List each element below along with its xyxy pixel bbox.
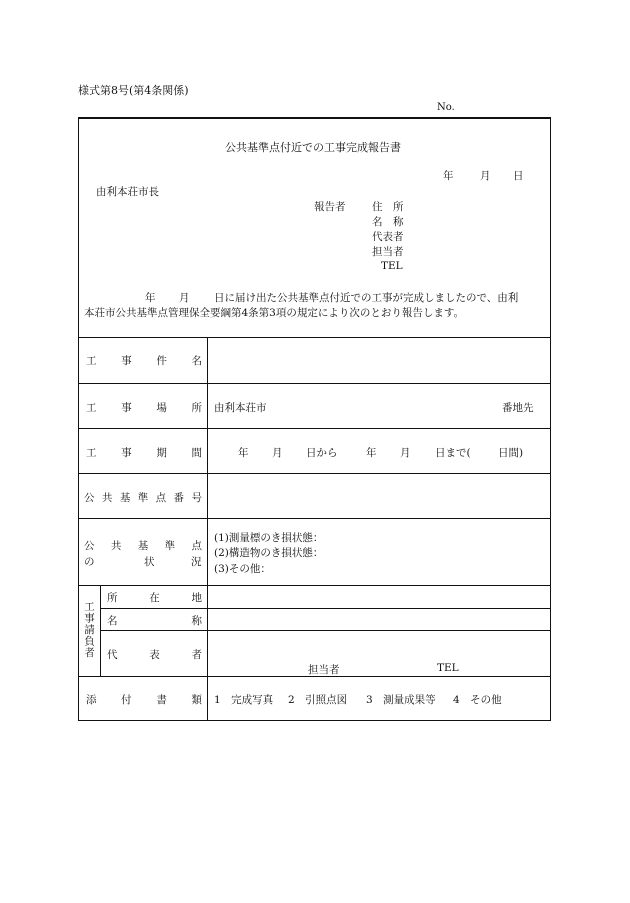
date-month: 月 bbox=[480, 170, 491, 182]
period-start-month: 月 bbox=[272, 447, 283, 459]
reporter-representative-label: 代表者 bbox=[372, 231, 404, 243]
no-label: No. bbox=[437, 102, 455, 113]
work-place-label: 工 事 場 所 bbox=[86, 402, 202, 414]
point-status-label-kyou: 況 bbox=[191, 556, 202, 568]
addressee: 由利本荘市長 bbox=[96, 186, 159, 198]
work-place-suffix: 番地先 bbox=[502, 402, 534, 414]
attachment-item-4: 4 その他 bbox=[453, 694, 502, 706]
period-days: 日間) bbox=[498, 447, 524, 459]
date-day: 日 bbox=[513, 170, 524, 182]
attachments-label: 添 付 書 類 bbox=[86, 694, 202, 706]
period-start-year: 年 bbox=[238, 447, 249, 459]
statement-line2: 本荘市公共基準点管理保全要綱第4条第3項の規定により次のとおり報告します。 bbox=[84, 307, 465, 319]
point-status-label-jou: 状 bbox=[144, 556, 155, 568]
date-year: 年 bbox=[443, 170, 454, 182]
statement-month: 月 bbox=[179, 292, 190, 304]
period-end-year: 年 bbox=[366, 447, 377, 459]
reporter-person-label: 担当者 bbox=[372, 246, 404, 258]
statement-line1: 日に届け出た公共基準点付近での工事が完成しましたので、由利 bbox=[214, 292, 519, 304]
reporter-name-label: 名 称 bbox=[372, 216, 404, 228]
work-period-label: 工 事 期 間 bbox=[86, 447, 202, 459]
contractor-name-label: 名 称 bbox=[107, 615, 202, 627]
contractor-tel-label: TEL bbox=[437, 662, 459, 674]
status-item-1: (1)測量標のき損状態： bbox=[214, 532, 324, 544]
status-item-3: (3)その他： bbox=[214, 563, 271, 575]
reporter-tel-label: TEL bbox=[381, 260, 403, 272]
attachment-item-2: 2 引照点図 bbox=[288, 694, 348, 706]
work-place-city: 由利本荘市 bbox=[214, 402, 267, 414]
period-end-month: 月 bbox=[400, 447, 411, 459]
attachment-item-3: 3 測量成果等 bbox=[366, 694, 436, 706]
contractor-address-label: 所 在 地 bbox=[107, 592, 202, 604]
attachment-item-1: 1 完成写真 bbox=[214, 694, 274, 706]
contractor-group-label: 工事請負者 bbox=[83, 601, 95, 659]
reporter-label: 報告者 bbox=[314, 201, 346, 213]
work-name-label: 工 事 件 名 bbox=[86, 355, 202, 367]
form-title: 公共基準点付近での工事完成報告書 bbox=[225, 141, 401, 154]
period-end-day: 日まで( bbox=[435, 447, 471, 459]
status-item-2: (2)構造物のき損状態： bbox=[214, 547, 324, 559]
period-start-day: 日から bbox=[306, 447, 338, 459]
contractor-rep-label: 代 表 者 bbox=[107, 649, 202, 661]
form-id: 様式第8号(第4条関係) bbox=[78, 84, 189, 97]
contractor-person-label: 担当者 bbox=[308, 664, 340, 676]
point-status-label-line1: 公 共 基 準 点 bbox=[84, 540, 202, 552]
point-number-label: 公 共 基 準 点 番 号 bbox=[84, 492, 202, 504]
reporter-address-label: 住 所 bbox=[372, 201, 404, 213]
point-status-label-no: の bbox=[84, 556, 95, 568]
statement-year: 年 bbox=[145, 292, 156, 304]
